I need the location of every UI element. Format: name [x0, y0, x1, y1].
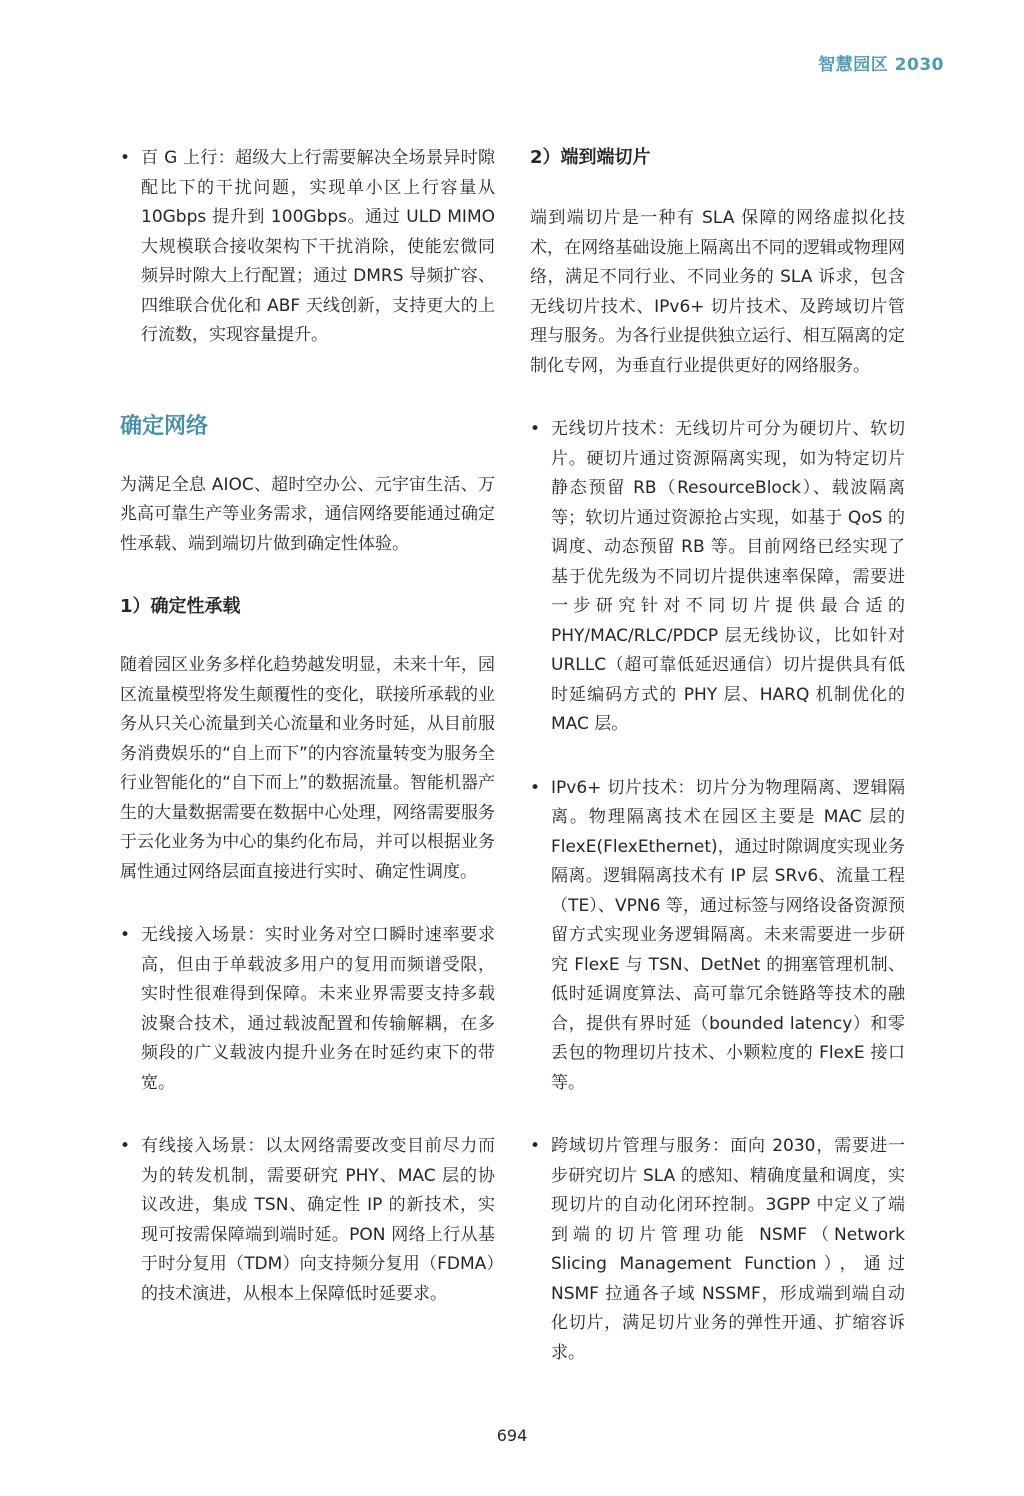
list-item-text: 百 G 上行：超级大上行需要解决全场景异时隙配比下的干扰问题，实现单小区上行容量从 10Gbps 提升到 100Gbps。通过 ULD MIMO 大规模联合接收架构下干扰消除，使能宏微同频异时隙大上行配置；通过 DMRS 导频扩容、四维联合优化和 ABF 天线创新，支持更大的上行流数，实现容量提升。: [141, 148, 495, 345]
bullet-icon: •: [530, 1136, 541, 1156]
list-item-uplink: [120, 144, 495, 351]
bullet-icon: •: [120, 1136, 131, 1156]
left-column: [120, 144, 495, 1343]
list-item-text: 无线接入场景：实时业务对空口瞬时速率要求高，但由于单载波多用户的复用而频谱受限，实时性很难得到保障。未来业界需要支持多载波聚合技术，通过载波配置和传输解耦，在多频段的广义载波内提升业务在时延约束下的带宽。: [141, 925, 495, 1093]
paragraph-slicing: 端到端切片是一种有 SLA 保障的网络虚拟化技术，在网络基础设施上隔离出不同的逻辑或物理网络，满足不同行业、不同业务的 SLA 诉求，包含无线切片技术、IPv6+ 切片技术、及跨域切片管理与服务。为各行业提供独立运行、相互隔离的定制化专网，为垂直行业提供更好的网络服务。: [530, 208, 905, 376]
paragraph-deterministic: 随着园区业务多样化趋势越发明显，未来十年，园区流量模型将发生颠覆性的变化，联接所承载的业务从只关心流量到关心流量和业务时延，从目前服务消费娱乐的“自上而下”的内容流量转变为服务全行业智能化的“自下而上”的数据流量。智能机器产生的大量数据需要在数据中心处理，网络需要服务于云化业务为中心的集约化布局，并可以根据业务属性通过网络层面直接进行实时、确定性调度。: [120, 655, 495, 882]
bullet-icon: •: [530, 777, 541, 798]
list-item-wired-access: [120, 1132, 495, 1309]
bullet-icon: •: [530, 419, 541, 439]
list-item-text: 跨域切片管理与服务：面向 2030，需要进一步研究切片 SLA 的感知、精确度量和调度，实现切片的自动化闭环控制。3GPP 中定义了端到端的切片管理功能 NSMF（Network Slicing Management Function），通过 NSMF 拉通各子域 NSSMF，形成端到端自动化切片，满足切片业务的弹性开通、扩缩容诉求。: [551, 1136, 905, 1363]
list-item-ipv6-slicing: [530, 774, 905, 1099]
subsection-title-slicing: 2）端到端切片: [530, 147, 651, 168]
list-item-text: IPv6+ 切片技术：切片分为物理隔离、逻辑隔离。物理隔离技术在园区主要是 MAC 层的 FlexE(FlexEthernet)，通过时隙调度实现业务隔离。逻辑隔离技术有 IP 层 SRv6、流量工程（TE）、VPN6 等，通过标签与网络设备资源预留方式实现业务逻辑隔离。未来需要进一步研究 FlexE 与 TSN、DetNet 的拥塞管理机制、低时延调度算法、高可靠冗余链路等技术的融合，提供有界时延（bounded latency）和零丢包的物理切片技术、小颗粒度的 FlexE 接口等。: [551, 777, 905, 1093]
list-item-text: 无线切片技术：无线切片可分为硬切片、软切片。硬切片通过资源隔离实现，如为特定切片静态预留 RB（ResourceBlock）、载波隔离等；软切片通过资源抢占实现，如基于 QoS 的调度、动态预留 RB 等。目前网络已经实现了基于优先级为不同切片提供速率保障，需要进一步研究针对不同切片提供最合适的 PHY/MAC/RLC/PDCP 层无线协议，比如针对 URLLC（超可靠低延迟通信）切片提供具有低时延编码方式的 PHY 层、HARQ 机制优化的 MAC 层。: [551, 419, 905, 734]
subsection-title-deterministic: 1）确定性承载: [120, 596, 241, 617]
page-number: 694: [496, 1426, 528, 1445]
section-intro-paragraph: 为满足全息 AIOC、超时空办公、元宇宙生活、万兆高可靠生产等业务需求，通信网络要能通过确定性承载、端到端切片做到确定性体验。: [120, 474, 495, 554]
list-item-wireless-access: [120, 921, 495, 1098]
bullet-icon: •: [120, 925, 131, 945]
section-title: 确定网络: [120, 413, 209, 439]
list-item-wireless-slicing: [530, 415, 905, 740]
list-item-cross-domain-slicing: [530, 1132, 905, 1368]
running-header-title: 智慧园区 2030: [818, 55, 944, 75]
list-item-text: 有线接入场景：以太网络需要改变目前尽力而为的转发机制，需要研究 PHY、MAC 层的协议改进，集成 TSN、确定性 IP 的新技术，实现可按需保障端到端时延。PON 网络上行从基于时分复用（TDM）向支持频分复用（FDMA）的技术演进，从根本上保障低时延要求。: [141, 1136, 495, 1304]
right-column: [530, 144, 905, 1402]
bullet-icon: •: [120, 148, 131, 168]
